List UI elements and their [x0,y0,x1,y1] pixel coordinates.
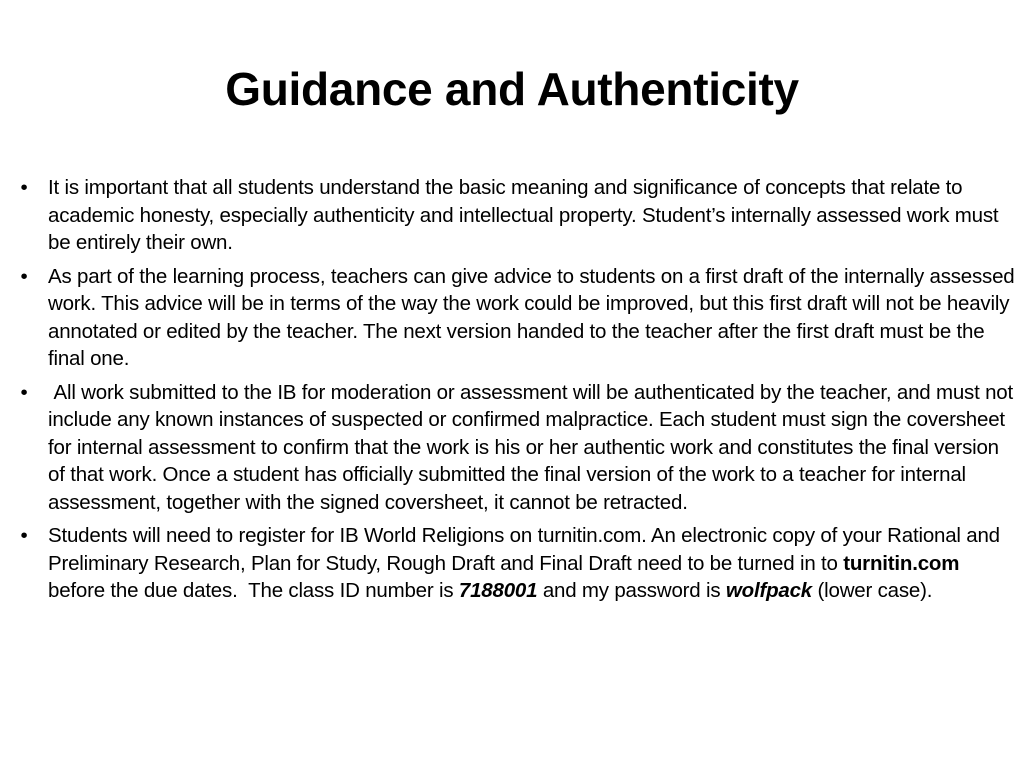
bullet-text-part: Students will need to register for IB World Religions on turnitin.com. An electronic copy of your Rational and Preliminary Research, Plan for Study, Rough Draft and Final Draft need to be turned in to [48,524,1000,575]
password-value: wolfpack [725,579,813,602]
slide-title: Guidance and Authenticity [225,63,799,115]
bullet-dot-icon: • [20,176,28,199]
bullet-text: It is important that all students understand the basic meaning and significance of concepts that relate to academic honesty, especially authenticity and intellectual property. Student’s internally assessed work must be entirely their own. [48,176,999,254]
turnitin-link-text: turnitin.com [843,551,960,575]
bullet-text: As part of the learning process, teachers can give advice to students on a first draft of the internally assessed work. This advice will be in terms of the way the work could be improved, but this first draft will not be heavily annotated or edited by the teacher. The next version handed to the teacher after the first draft must be the final one. [48,264,1015,370]
bullet-text-part: and my password is [537,579,726,602]
bullet-text-part: before the due dates. The class ID number is [48,551,965,602]
class-id-value: 7188001 [458,579,538,602]
bullet-item [14,379,1019,517]
bullet-text-part: (lower case). [812,579,933,602]
bullet-text: All work submitted to the IB for moderation or assessment will be authenticated by the teacher, and must not include any known instances of suspected or confirmed malpractice. Each student must sign the coversheet for internal assessment to confirm that the work is his or her authentic work and constitutes the final version of that work. Once a student has officially submitted the final version of the work to a teacher for internal assessment, together with the signed coversheet, it cannot be retracted. [48,380,1019,514]
bullet-list [14,174,1019,611]
bullet-dot-icon: • [20,264,28,288]
bullet-item [14,174,1016,257]
bullet-item [14,522,1016,605]
bullet-dot-icon: • [20,524,28,547]
bullet-dot-icon: • [20,380,28,404]
bullet-item [14,263,1016,373]
